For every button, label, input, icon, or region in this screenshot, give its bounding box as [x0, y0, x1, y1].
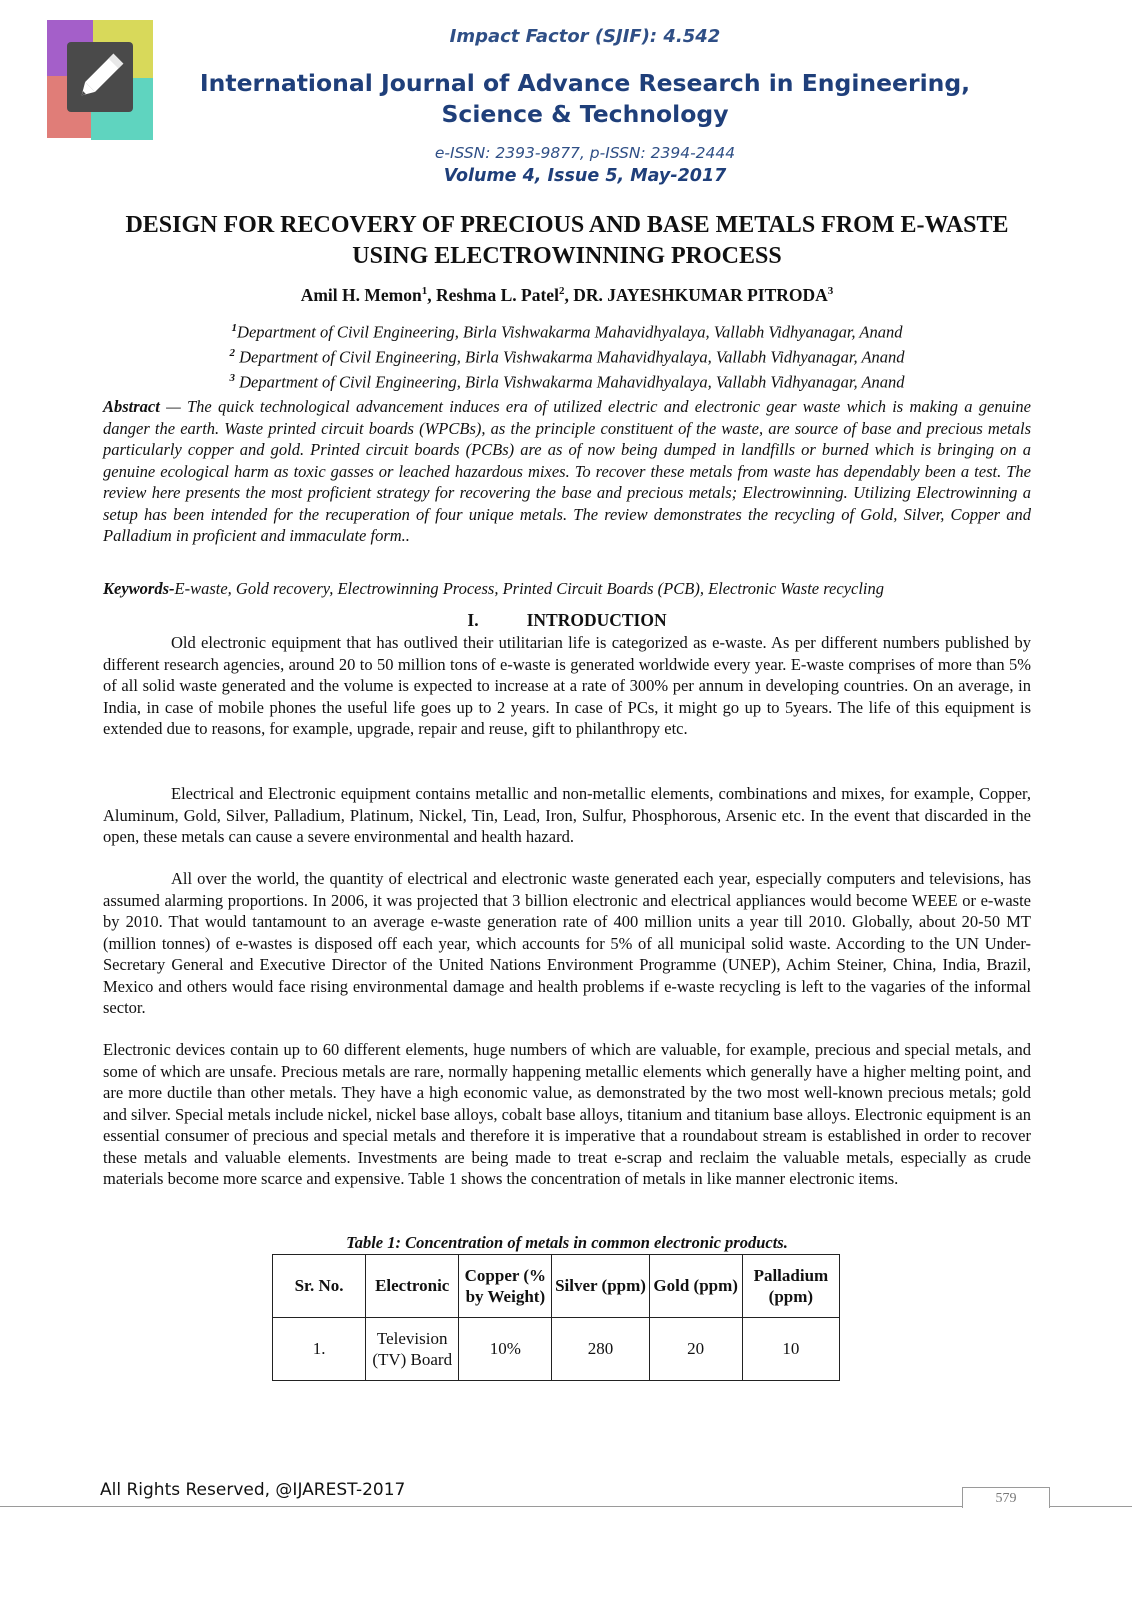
author-sup: 2: [558, 285, 565, 298]
author-separator: ,: [427, 285, 436, 305]
affiliation: [103, 368, 1031, 393]
section-number: I.: [467, 610, 479, 630]
section-title: INTRODUCTION: [526, 610, 667, 630]
affiliation-sup: 2: [229, 347, 235, 359]
volume-issue: Volume 4, Issue 5, May-2017: [443, 166, 727, 186]
metals-table: [272, 1254, 840, 1381]
author-name: DR. JAYESHKUMAR PITRODA: [573, 285, 828, 305]
page-number: 579: [962, 1487, 1050, 1508]
affiliation: [103, 343, 1031, 368]
paragraph: All over the world, the quantity of electrical and electronic waste generated each year, especially computers and televisions, has assumed alarming proportions. In 2006, it was projected that 3 billion electronic and electrical appliances would become WEEE or e-waste by 2010. That would tantamount to an average e-waste generation rate of 400 million units a year till 2010. Globally, about 20-50 MT (million tonnes) of e-wastes is disposed off each year, which accounts for 5% of all municipal solid waste. According to the UN Under-Secretary General and Executive Director of the United Nations Environment Programme (UNEP), Achim Steiner, China, India, Brazil, Mexico and others would face rising environmental damage and health problems if e-waste recycling is left to the vagaries of the informal sector.: [103, 869, 1031, 1017]
impact-factor: Impact Factor (SJIF): 4.542: [449, 26, 721, 47]
abstract: [103, 396, 1031, 547]
paragraph: Electronic devices contain up to 60 different elements, huge numbers of which are valuable, for example, precious and special metals, and some of which are unsafe. Precious metals are rare, normally happening metallic elements which generally have a higher melting point, and are more ductile than other metals. They have a high economic value, as demonstrated by the two most well-known precious metals; gold and silver. Special metals include nickel, nickel base alloys, cobalt base alloys, titanium and titanium base alloys. Electronic equipment is an essential consumer of precious and special metals and therefore it is imperative that a roundabout stream is established in order to recover these metals and valuable elements. Investments are being made to treat e-scrap and reclaim the valuable metals, especially as crude materials become more scarce and expensive. Table 1 shows the concentration of metals in like manner electronic items.: [103, 1040, 1031, 1188]
keywords-text: E-waste, Gold recovery, Electrowinning Process, Printed Circuit Boards (PCB), Electronic Waste recycling: [174, 579, 885, 598]
section-heading: [103, 610, 1031, 631]
table-cell: 10: [742, 1318, 839, 1381]
affiliation-text: Department of Civil Engineering, Birla Vishwakarma Mahavidhyalaya, Vallabh Vidhyanagar, Anand: [237, 322, 903, 342]
author-sup: 3: [827, 285, 834, 298]
table-cell: 280: [552, 1318, 649, 1381]
journal-name: International Journal of Advance Research in Engineering, Science & Technology: [199, 69, 971, 128]
table-header: Sr. No.: [273, 1255, 366, 1318]
table-header: Silver (ppm): [552, 1255, 649, 1318]
table-header: Electronic: [366, 1255, 459, 1318]
journal-logo: [43, 18, 155, 142]
table-row: [273, 1318, 840, 1381]
affiliation: [103, 318, 1031, 343]
table-cell: 1.: [273, 1318, 366, 1381]
copyright-footer: All Rights Reserved, @IJAREST-2017: [100, 1480, 406, 1500]
paragraph: Old electronic equipment that has outlived their utilitarian life is categorized as e-waste. As per different numbers published by different research agencies, around 20 to 50 million tons of e-waste is generated worldwide every year. E-waste comprises of more than 5% of all solid waste generated and the volume is expected to increase at a rate of 300% per annum in developing countries. On an average, in India, in case of mobile phones the useful life goes up to 2 years. In case of PCs, it might go up to 5years. The life of this equipment is extended due to reasons, for example, upgrade, repair and reuse, gift to philanthropy etc.: [103, 633, 1031, 738]
affiliation-text: Department of Civil Engineering, Birla Vishwakarma Mahavidhyalaya, Vallabh Vidhyanagar, Anand: [234, 372, 905, 392]
paper-title: DESIGN FOR RECOVERY OF PRECIOUS AND BASE METALS FROM E-WASTE USING ELECTROWINNING PROCESS: [125, 212, 1009, 269]
author-list: [103, 285, 1031, 306]
table-cell: 20: [649, 1318, 742, 1381]
abstract-dash: —: [159, 397, 187, 416]
author-separator: ,: [564, 285, 574, 305]
affiliations: [103, 318, 1031, 393]
table-header: Gold (ppm): [649, 1255, 742, 1318]
affiliation-sup: 3: [229, 372, 235, 384]
author-name: Reshma L. Patel: [435, 285, 559, 305]
table-header: Copper (% by Weight): [459, 1255, 552, 1318]
affiliation-text: Department of Civil Engineering, Birla Vishwakarma Mahavidhyalaya, Vallabh Vidhyanagar, Anand: [234, 347, 905, 367]
table-cell: Television (TV) Board: [366, 1318, 459, 1381]
affiliation-sup: 1: [231, 322, 238, 334]
abstract-label: Abstract: [103, 397, 160, 416]
table-cell: 10%: [459, 1318, 552, 1381]
paragraph: Electrical and Electronic equipment contains metallic and non-metallic elements, combinations and mixes, for example, Copper, Aluminum, Gold, Silver, Palladium, Platinum, Nickel, Tin, Lead, Iron, Sulfur, Phosphorous, Arsenic etc. In the event that discarded in the open, these metals can cause a severe environmental and health hazard.: [103, 784, 1031, 846]
author-sup: 1: [421, 285, 428, 298]
abstract-text: The quick technological advancement induces era of utilized electric and electronic gear waste which is making a genuine danger the earth. Waste printed circuit boards (WPCBs), as the principle constituent of the waste, are source of base and precious metals particularly copper and gold. Printed circuit boards (PCBs) are as of now being dumped in landfills or burned which is bringing on a genuine ecological harm as toxic gasses or leached hazardous mixes. To recover these metals from waste has dependably been a test. The review here presents the most proficient strategy for recovering the base and precious metals; Electrowinning. Utilizing Electrowinning a setup has been intended for the recuperation of four unique metals. The review demonstrates the recycling of Gold, Silver, Copper and Palladium in proficient and immaculate form..: [103, 397, 1031, 545]
keywords: [103, 578, 1031, 600]
keywords-label: Keywords-: [103, 579, 175, 598]
table-header-row: [273, 1255, 840, 1318]
author-name: Amil H. Memon: [300, 285, 422, 305]
table-header: Palladium (ppm): [742, 1255, 839, 1318]
table-caption: Table 1: Concentration of metals in common electronic products.: [346, 1233, 788, 1252]
issn: e-ISSN: 2393-9877, p-ISSN: 2394-2444: [434, 144, 736, 162]
